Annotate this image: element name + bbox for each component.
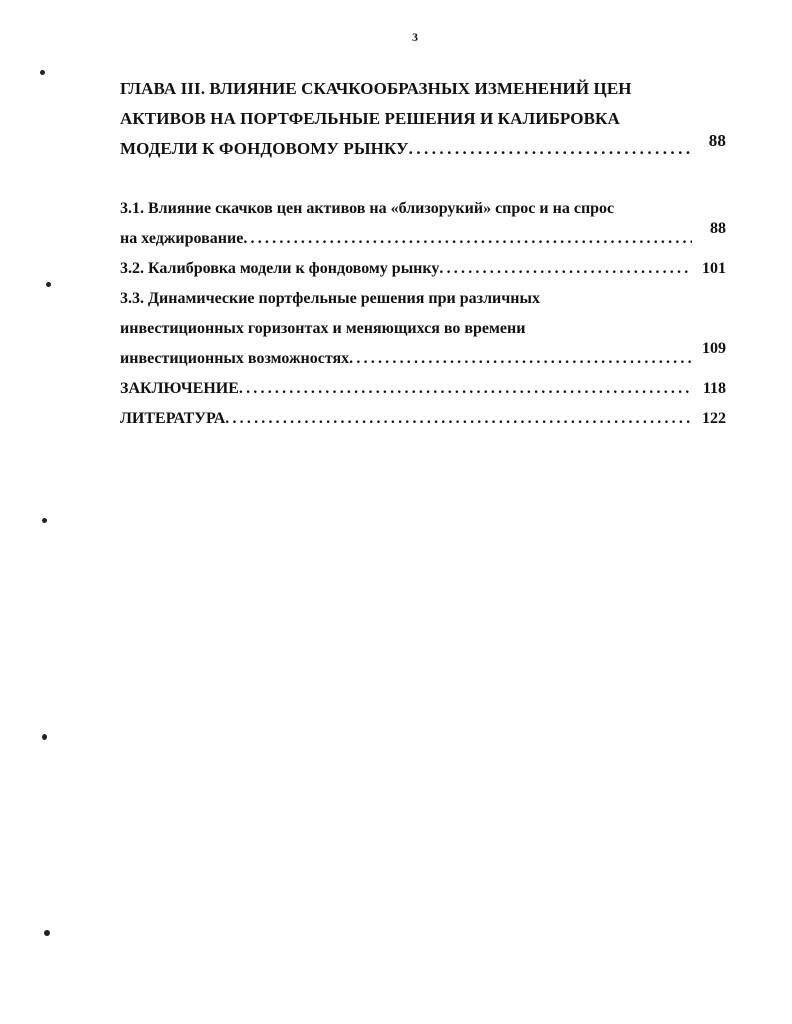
scan-mark: [40, 70, 45, 75]
chapter-title-line-3: [120, 134, 726, 164]
entry-3-3-line-1: 3.3. Динамические портфельные решения при различных: [120, 290, 541, 307]
chapter-title-line-3-text: МОДЕЛИ К ФОНДОВОМУ РЫНКУ: [120, 139, 409, 158]
entry-3-3-line-3: [120, 344, 726, 374]
leader-dots: [225, 404, 692, 434]
entry-conclusion-line-1: [120, 374, 726, 404]
leader-dots: [409, 134, 692, 164]
scan-mark: [42, 734, 47, 740]
scan-mark: [42, 518, 47, 523]
leader-dots: [239, 374, 692, 404]
entry-3-3-line-2: инвестиционных горизонтах и меняющихся во времени: [120, 320, 526, 337]
toc-entry-conclusion: [120, 374, 726, 404]
toc-entry-3-1: [120, 194, 726, 254]
toc-entry-3-3: [120, 284, 726, 374]
entry-literature-line-1: [120, 404, 726, 434]
entry-conclusion-text: ЗАКЛЮЧЕНИЕ: [120, 380, 239, 397]
entry-3-1-line-2-text: на хеджирование: [120, 230, 244, 247]
entry-3-2-line-1-text: 3.2. Калибровка модели к фондовому рынку: [120, 260, 440, 277]
scan-mark: [44, 930, 50, 936]
entry-literature-page-number: 122: [702, 410, 726, 427]
entry-conclusion-page-number: 118: [702, 380, 726, 397]
chapter-title-line-2: АКТИВОВ НА ПОРТФЕЛЬНЫЕ РЕШЕНИЯ И КАЛИБРОВКА: [120, 109, 620, 128]
entry-3-3-line-3-text: инвестиционных возможностях: [120, 350, 350, 367]
page-number: 3: [412, 30, 418, 44]
leader-dots: [349, 344, 692, 374]
chapter-title-line-1: ГЛАВА III. ВЛИЯНИЕ СКАЧКООБРАЗНЫХ ИЗМЕНЕНИЙ ЦЕН: [120, 79, 632, 98]
entry-3-1-line-1: 3.1. Влияние скачков цен активов на «близорукий» спрос и на спрос: [120, 200, 615, 217]
toc-chapter-3: [120, 74, 726, 164]
chapter-page-number: 88: [708, 131, 726, 150]
entry-3-1-page-number: 88: [710, 220, 726, 237]
entry-3-3-page-number: 109: [702, 340, 726, 357]
scan-mark: [46, 282, 51, 287]
leader-dots: [243, 224, 692, 254]
toc-entry-literature: [120, 404, 726, 434]
toc-entry-3-2: [120, 254, 726, 284]
leader-dots: [439, 254, 692, 284]
entry-literature-text: ЛИТЕРАТУРА: [120, 410, 226, 427]
entry-3-1-line-2: [120, 224, 726, 254]
entry-3-2-page-number: 101: [702, 260, 726, 277]
entry-3-2-line-1: [120, 254, 726, 284]
